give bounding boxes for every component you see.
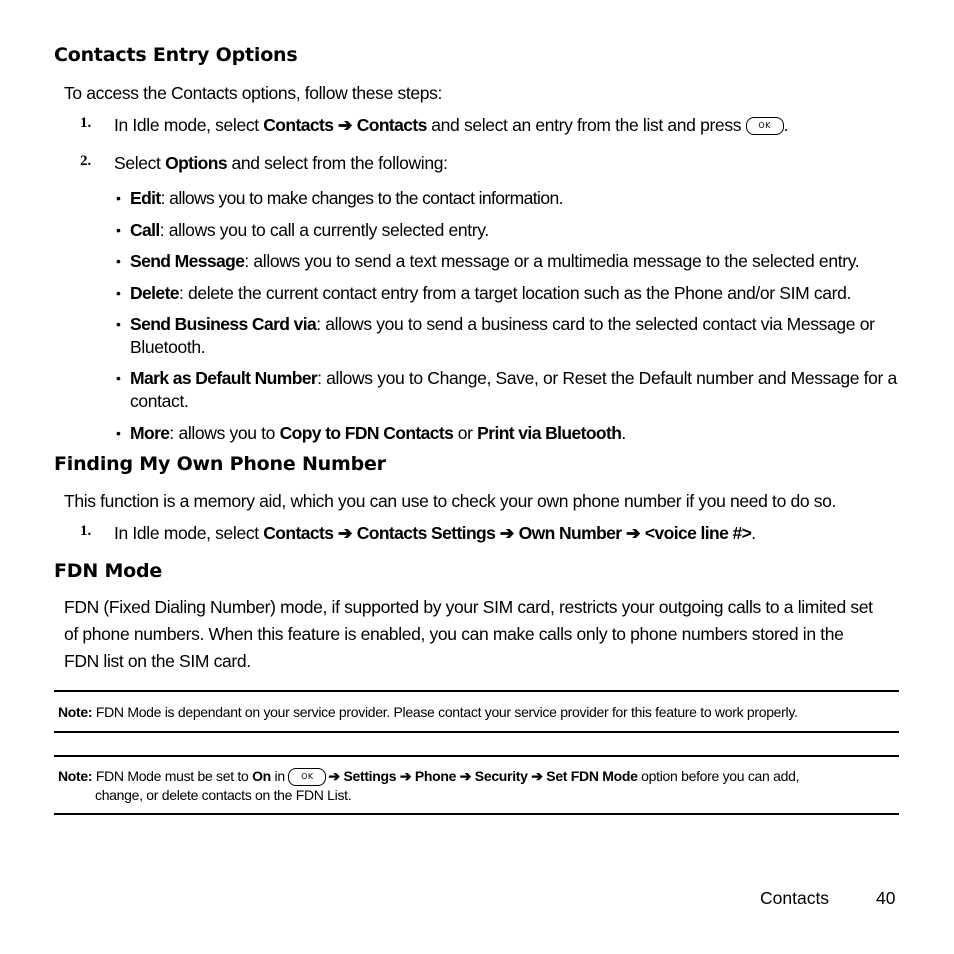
list-item-continuation: contact. (130, 391, 189, 411)
ok-key-icon: OK (288, 768, 326, 786)
list-item: Send Business Card via: allows you to send a business card to the selected contact via Message or (130, 314, 875, 334)
step-1-text: In Idle mode, select Contacts ➔ Contacts and select an entry from the list and press OK . (114, 115, 789, 135)
bullet-icon: • (116, 370, 121, 386)
bullet-icon: • (116, 253, 121, 269)
list-item: Mark as Default Number: allows you to Change, Save, or Reset the Default number and Message for a (130, 368, 897, 388)
bullet-icon: • (116, 285, 121, 301)
divider (54, 755, 899, 757)
list-item: Send Message: allows you to send a text message or a multimedia message to the selected entry. (130, 251, 860, 271)
fdn-paragraph-line: of phone numbers. When this feature is enabled, you can make calls only to phone numbers stored in the (64, 624, 844, 644)
divider (54, 731, 899, 733)
list-item-continuation: Bluetooth. (130, 337, 206, 357)
step-number: 2. (80, 153, 92, 169)
note-2-continuation: change, or delete contacts on the FDN List. (95, 787, 352, 803)
page-number: 40 (876, 888, 896, 908)
list-item: Call: allows you to call a currently selected entry. (130, 220, 489, 240)
step-2-text: Select Options and select from the following: (114, 153, 448, 173)
own-number-intro: This function is a memory aid, which you can use to check your own phone number if you need to do so. (64, 491, 837, 511)
note-2: Note: FDN Mode must be set to On in OK ➔ Settings ➔ Phone ➔ Security ➔ Set FDN Mode option before you can add, (58, 767, 799, 786)
list-item: Delete: delete the current contact entry from a target location such as the Phone and/or SIM card. (130, 283, 852, 303)
footer-section-title: Contacts (760, 888, 830, 908)
bullet-icon: • (116, 190, 121, 206)
bullet-icon: • (116, 425, 121, 441)
bullet-icon: • (116, 222, 121, 238)
step-number: 1. (80, 115, 92, 131)
step-number: 1. (80, 523, 92, 539)
heading-finding-own-number: Finding My Own Phone Number (54, 453, 386, 475)
note-1: Note: FDN Mode is dependant on your service provider. Please contact your service provider for this feature to work properly. (58, 704, 798, 720)
fdn-paragraph-line: FDN list on the SIM card. (64, 651, 251, 671)
own-number-step-1: In Idle mode, select Contacts ➔ Contacts Settings ➔ Own Number ➔ <voice line #>. (114, 523, 756, 543)
heading-fdn-mode: FDN Mode (54, 560, 163, 582)
ok-key-icon: OK (746, 117, 784, 135)
bullet-icon: • (116, 316, 121, 332)
heading-contacts-entry-options: Contacts Entry Options (54, 44, 298, 66)
list-item: Edit: allows you to make changes to the contact information. (130, 188, 563, 208)
divider (54, 690, 899, 692)
divider (54, 813, 899, 815)
fdn-paragraph-line: FDN (Fixed Dialing Number) mode, if supported by your SIM card, restricts your outgoing calls to a limited set (64, 597, 873, 617)
intro-text: To access the Contacts options, follow these steps: (64, 83, 443, 103)
list-item: More: allows you to Copy to FDN Contacts or Print via Bluetooth. (130, 423, 626, 443)
